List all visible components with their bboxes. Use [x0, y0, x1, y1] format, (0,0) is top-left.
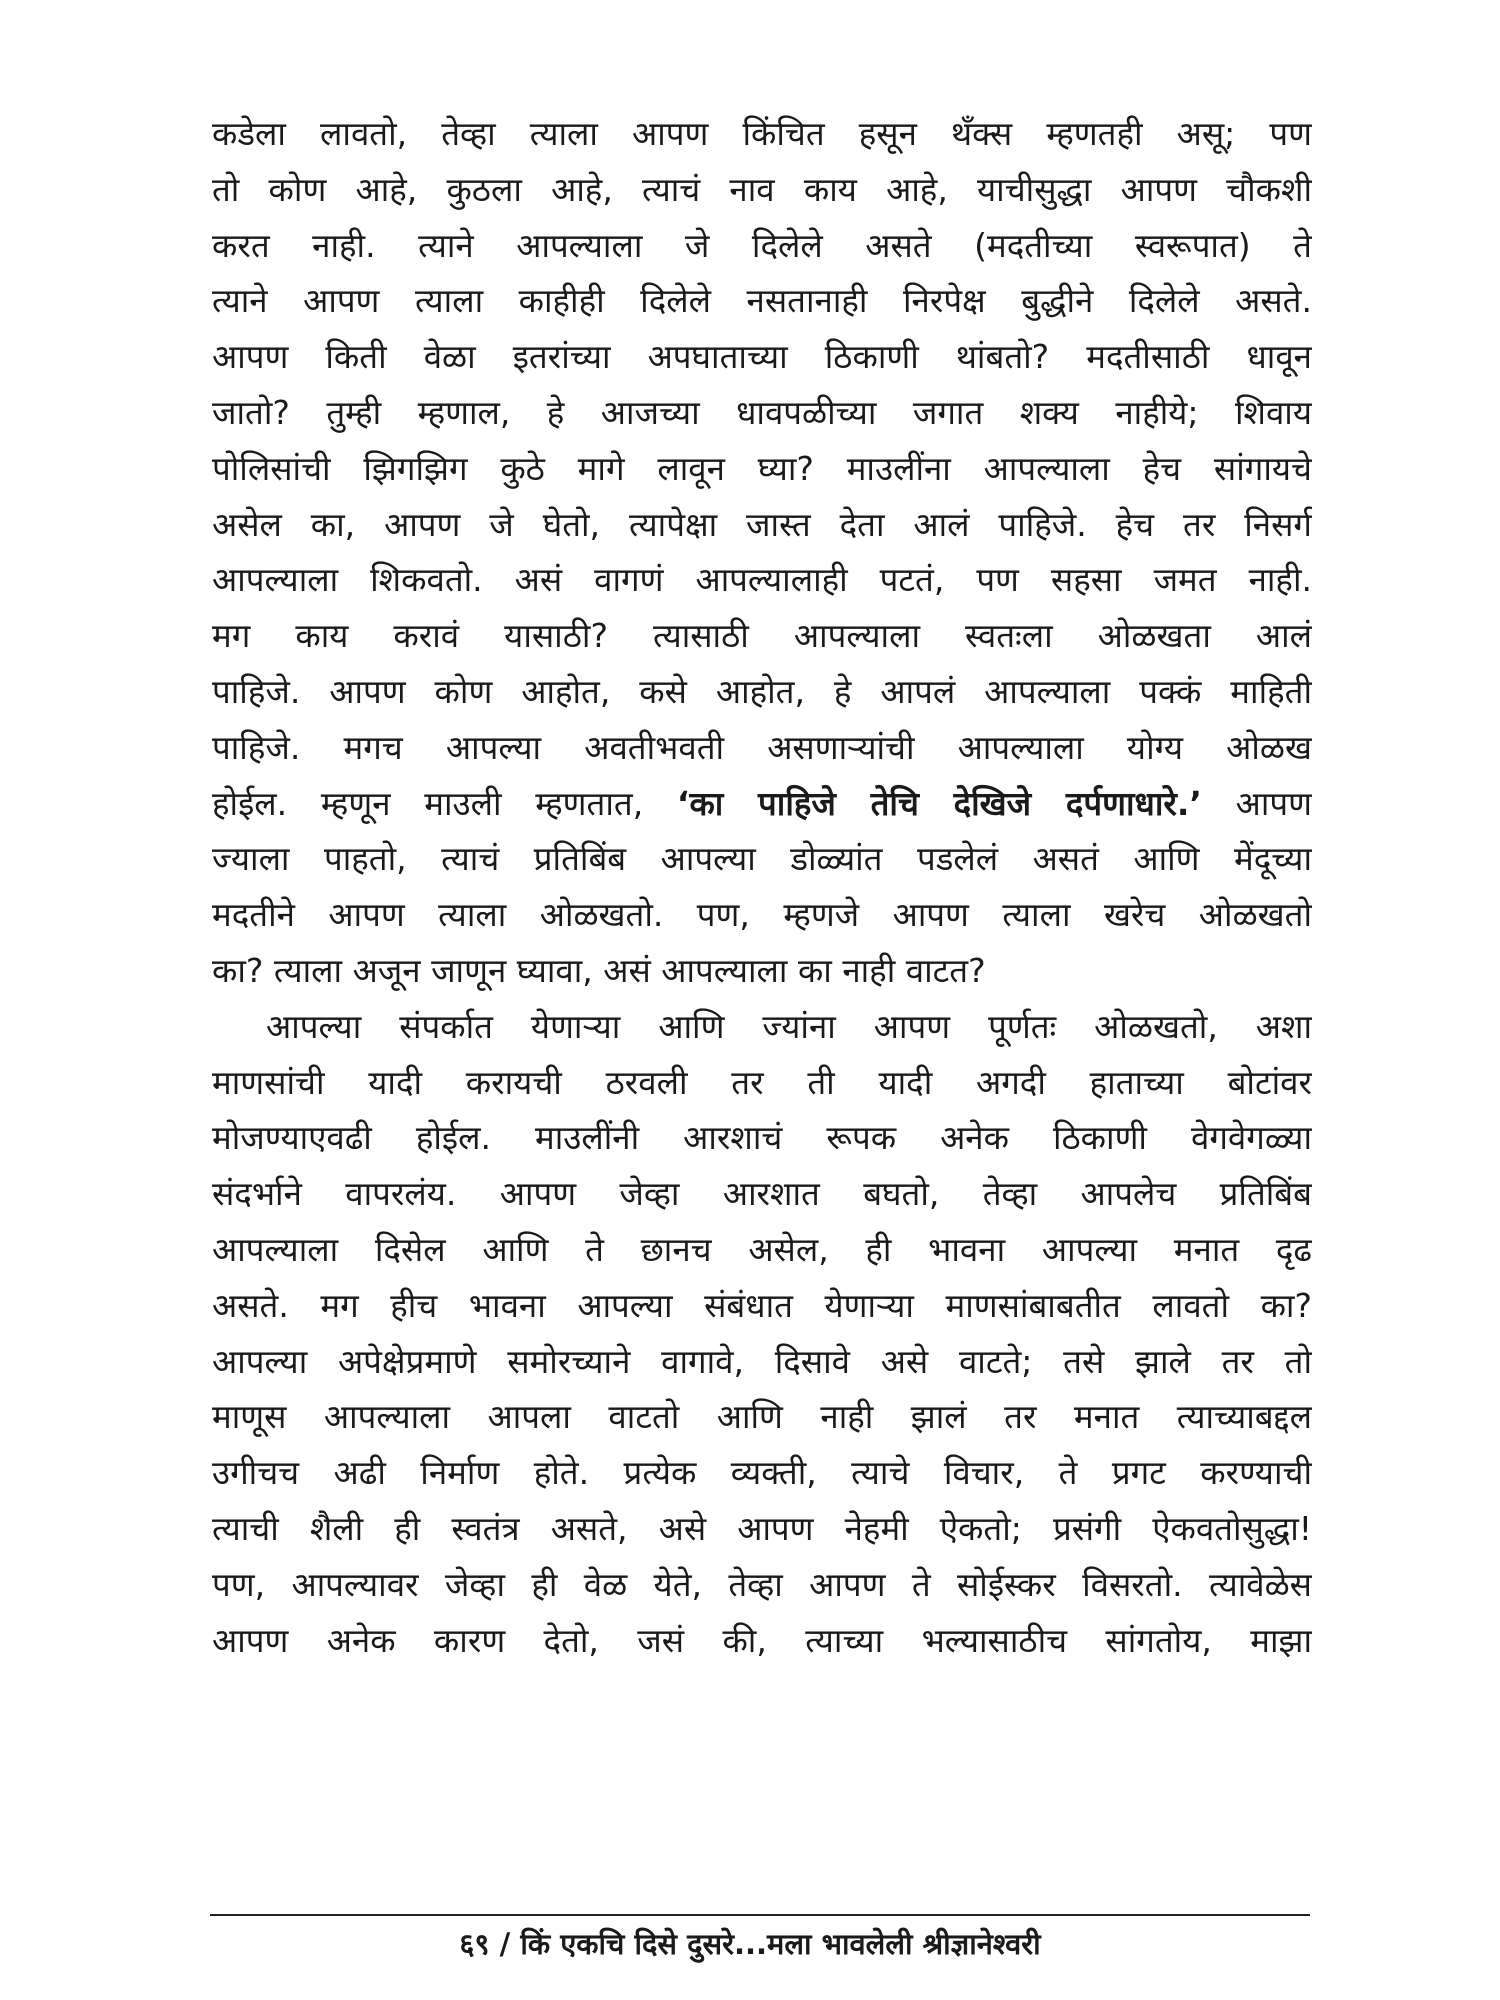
quote-text-line: [212, 776, 1312, 832]
text-line: त्याची शैली ही स्वतंत्र असते, असे आपण नेहमी ऐकतो; प्रसंगी ऐकवतोसुद्धा!: [212, 1508, 1312, 1548]
text-line: उगीचच अढी निर्माण होते. प्रत्येक व्यक्ती, त्याचे विचार, ते प्रगट करण्याची: [212, 1453, 1312, 1493]
quote-line-after: आपण: [1201, 783, 1312, 823]
text-line: ज्याला पाहतो, त्याचं प्रतिबिंब आपल्या डोळ्यांत पडलेलं असतं आणि मेंदूच्या: [212, 839, 1312, 879]
text-line: पण, आपल्यावर जेव्हा ही वेळ येते, तेव्हा आपण ते सोईस्कर विसरतो. त्यावेळेस: [212, 1564, 1312, 1604]
page-body-text: [212, 106, 1312, 1668]
text-line: असेल का, आपण जे घेतो, त्यापेक्षा जास्त देता आलं पाहिजे. हेच तर निसर्ग: [212, 504, 1312, 544]
text-line: कडेला लावतो, तेव्हा त्याला आपण किंचित हसून थँक्स म्हणतही असू; पण: [212, 114, 1312, 153]
dnyaneshwari-quote: ‘का पाहिजे तेचि देखिजे दर्पणाधारे.’: [676, 783, 1202, 823]
text-line: मग काय करावं यासाठी? त्यासाठी आपल्याला स्वतःला ओळखता आलं: [212, 616, 1312, 656]
text-line: जातो? तुम्ही म्हणाल, हे आजच्या धावपळीच्या जगात शक्य नाहीये; शिवाय: [212, 392, 1312, 432]
text-line: संदर्भाने वापरलंय. आपण जेव्हा आरशात बघतो, तेव्हा आपलेच प्रतिबिंब: [212, 1174, 1312, 1214]
text-line: पाहिजे. आपण कोण आहोत, कसे आहोत, हे आपलं आपल्याला पक्कं माहिती: [212, 671, 1312, 711]
text-line: आपल्या अपेक्षेप्रमाणे समोरच्याने वागावे, दिसावे असे वाटते; तसे झाले तर तो: [212, 1341, 1312, 1381]
text-line: मोजण्याएवढी होईल. माउलींनी आरशाचं रूपक अनेक ठिकाणी वेगवेगळ्या: [212, 1118, 1312, 1158]
text-line: माणसांची यादी करायची ठरवली तर ती यादी अगदी हाताच्या बोटांवर: [212, 1062, 1312, 1102]
quote-line-before: होईल. म्हणून माउली म्हणतात,: [212, 783, 677, 823]
text-line: आपण किती वेळा इतरांच्या अपघाताच्या ठिकाणी थांबतो? मदतीसाठी धावून: [212, 337, 1312, 377]
book-title: किं एकचि दिसे दुसरे...मला भावलेली श्रीज्ञानेश्वरी: [520, 1927, 1041, 1961]
text-line: आपल्या संपर्कात येणाऱ्या आणि ज्यांना आपण पूर्णतः ओळखतो, अशा: [266, 1006, 1312, 1046]
page-footer: [0, 1924, 1500, 1964]
text-line: तो कोण आहे, कुठला आहे, त्याचं नाव काय आहे, याचीसुद्धा आपण चौकशी: [212, 169, 1312, 209]
text-line: करत नाही. त्याने आपल्याला जे दिलेले असते (मदतीच्या स्वरूपात) ते: [212, 225, 1312, 265]
footer-divider: [210, 1914, 1310, 1916]
footer-separator: /: [499, 1927, 511, 1961]
text-line: असते. मग हीच भावना आपल्या संबंधात येणाऱ्या माणसांबाबतीत लावतो का?: [212, 1285, 1312, 1325]
text-line: पाहिजे. मगच आपल्या अवतीभवती असणाऱ्यांची आपल्याला योग्य ओळख: [212, 727, 1312, 767]
text-line: आपण अनेक कारण देतो, जसं की, त्याच्या भल्यासाठीच सांगतोय, माझा: [212, 1620, 1312, 1660]
text-line: का? त्याला अजून जाणून घ्यावा, असं आपल्याला का नाही वाटत?: [212, 950, 986, 990]
text-line: पोलिसांची झिगझिग कुठे मागे लावून घ्या? माउलींना आपल्याला हेच सांगायचे: [212, 448, 1312, 488]
text-line: मदतीने आपण त्याला ओळखतो. पण, म्हणजे आपण त्याला खरेच ओळखतो: [212, 895, 1312, 935]
text-line: आपल्याला दिसेल आणि ते छानच असेल, ही भावना आपल्या मनात दृढ: [212, 1229, 1312, 1269]
text-line: आपल्याला शिकवतो. असं वागणं आपल्यालाही पटतं, पण सहसा जमत नाही.: [212, 560, 1312, 600]
page-number: ६९: [459, 1927, 490, 1961]
text-line: माणूस आपल्याला आपला वाटतो आणि नाही झालं तर मनात त्याच्याबद्दल: [212, 1397, 1312, 1437]
text-line: त्याने आपण त्याला काहीही दिलेले नसतानाही निरपेक्ष बुद्धीने दिलेले असते.: [212, 281, 1312, 321]
